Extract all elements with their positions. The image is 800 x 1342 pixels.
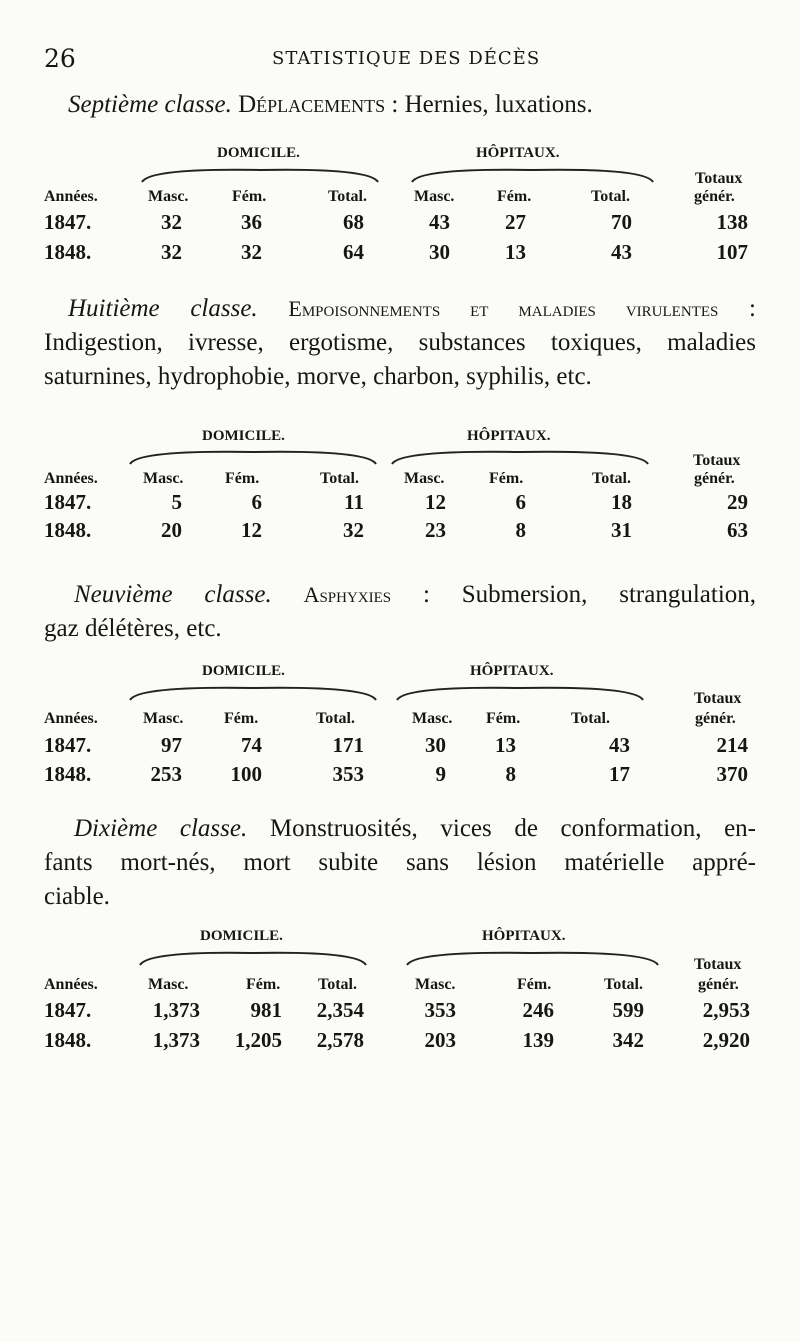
col-annees: Années. bbox=[44, 470, 98, 487]
hopitaux-brace bbox=[390, 444, 650, 468]
page-number: 26 bbox=[44, 44, 76, 73]
col-h-masc: Masc. bbox=[415, 976, 456, 993]
section-10-class-label: Dixième classe. bbox=[74, 815, 248, 842]
hopitaux-header: HÔPITAUX. bbox=[470, 663, 554, 679]
section-8-line-3: saturnines, hydrophobie, morve, charbon, syphilis, etc. bbox=[44, 363, 592, 390]
hopitaux-header: HÔPITAUX. bbox=[467, 428, 551, 444]
col-h-fem: Fém. bbox=[489, 470, 524, 487]
col-total: Total. bbox=[320, 470, 359, 487]
section-9-line-2: gaz délétères, etc. bbox=[44, 615, 222, 642]
domicile-brace bbox=[128, 680, 378, 704]
col-gener: génér. bbox=[694, 470, 735, 487]
col-annees: Années. bbox=[44, 188, 98, 205]
col-h-fem: Fém. bbox=[497, 188, 532, 205]
totaux-label: Totaux bbox=[694, 956, 742, 973]
col-h-total: Total. bbox=[592, 470, 631, 487]
col-fem: Fém. bbox=[246, 976, 281, 993]
col-fem: Fém. bbox=[232, 188, 267, 205]
domicile-header: DOMICILE. bbox=[202, 428, 285, 444]
document-page: 26 STATISTIQUE DES DÉCÈS Septième classe. Déplacements : Hernies, luxations. DOMICILE. HÔPITAUX. Totaux Années. Masc. Fém. Total. Masc. Fém. Total. génér. 1847. 32 36 68 43 27 70 138 1848. 32 32 64 30 13 43 107 Huitième classe. Empoisonnements et maladies virulentes : Indigestion, ivresse, ergotisme, substances toxiques, maladies saturnines, hydrophobie, morve, charbon, syphilis, etc. DOMICILE. HÔPITAUX. Totaux Années. Masc. Fém. Total. Masc. Fém. Total. génér. 1847. 5 6 11 12 6 18 29 1848. 20 12 32 23 8 31 63 Neuvième classe. Asphyxies : Submersion, strangulation, gaz délétères, etc. DOMICILE. HÔPITAUX. Totaux Années. Masc. Fém. Total. Masc. Fém. Total. génér. 1847. 97 74 171 30 13 43 214 1848. 253 100 353 9 8 17 370 Dixième classe. Monstruosités, vices de conformation, en- fants mort-nés, mort subite sans lésion matérielle appré- ciable. DOMICILE. HÔPITAUX. Totaux Années. Masc. Fém. Total. Masc. Fém. Total. génér. 1847. 1,373 981 2,354 353 246 599 2,953 1848. 1,373 1,205 2,578 203 139 342 2,920 bbox=[44, 44, 757, 1052]
totaux-label: Totaux bbox=[693, 452, 741, 469]
col-gener: génér. bbox=[695, 710, 736, 727]
domicile-header: DOMICILE. bbox=[200, 928, 283, 944]
col-h-masc: Masc. bbox=[412, 710, 453, 727]
section-8-title: Empoisonnements et maladies virulentes bbox=[288, 296, 719, 321]
col-fem: Fém. bbox=[225, 470, 260, 487]
col-h-total: Total. bbox=[571, 710, 610, 727]
domicile-header: DOMICILE. bbox=[202, 663, 285, 679]
hopitaux-brace bbox=[410, 162, 655, 186]
section-8-line-2: Indigestion, ivresse, ergotisme, substances toxiques, maladies bbox=[44, 329, 756, 356]
col-h-fem: Fém. bbox=[486, 710, 521, 727]
hopitaux-header: HÔPITAUX. bbox=[482, 928, 566, 944]
col-h-masc: Masc. bbox=[404, 470, 445, 487]
col-masc: Masc. bbox=[143, 470, 184, 487]
totaux-label: Totaux bbox=[695, 170, 743, 187]
section-10-heading: Dixième classe. Monstruosités, vices de conformation, en- fants mort-nés, mort subite sans lésion matérielle appré- ciable. bbox=[44, 812, 756, 914]
hopitaux-brace bbox=[405, 945, 660, 969]
section-9-class-label: Neuvième classe. bbox=[74, 581, 272, 608]
col-h-total: Total. bbox=[604, 976, 643, 993]
hopitaux-brace bbox=[395, 680, 645, 704]
domicile-brace bbox=[138, 945, 368, 969]
section-7-class-label: Septième classe. bbox=[68, 91, 232, 118]
domicile-header: DOMICILE. bbox=[217, 145, 300, 161]
section-9-title: Asphyxies bbox=[303, 582, 392, 607]
col-total: Total. bbox=[316, 710, 355, 727]
bleed-through bbox=[60, 120, 65, 143]
col-masc: Masc. bbox=[148, 188, 189, 205]
col-h-masc: Masc. bbox=[414, 188, 455, 205]
section-8-heading: Huitième classe. Empoisonnements et maladies virulentes : Indigestion, ivresse, ergotisme, substances toxiques, maladies saturnines, hydrophobie, morve, charbon, syphilis, etc. bbox=[44, 292, 756, 394]
section-10-line-2: fants mort-nés, mort subite sans lésion matérielle appré- bbox=[44, 849, 756, 876]
section-7-title: Déplacements bbox=[238, 91, 386, 118]
domicile-brace bbox=[128, 444, 378, 468]
col-fem: Fém. bbox=[224, 710, 259, 727]
section-7-text: : Hernies, luxations. bbox=[385, 91, 593, 118]
col-masc: Masc. bbox=[143, 710, 184, 727]
hopitaux-header: HÔPITAUX. bbox=[476, 145, 560, 161]
col-annees: Années. bbox=[44, 976, 98, 993]
col-gener: génér. bbox=[694, 188, 735, 205]
running-title: STATISTIQUE DES DÉCÈS bbox=[272, 48, 541, 69]
col-h-fem: Fém. bbox=[517, 976, 552, 993]
col-masc: Masc. bbox=[148, 976, 189, 993]
col-total: Total. bbox=[318, 976, 357, 993]
col-h-total: Total. bbox=[591, 188, 630, 205]
section-7-heading bbox=[44, 88, 756, 122]
section-10-line-3: ciable. bbox=[44, 883, 110, 910]
totaux-label: Totaux bbox=[694, 690, 742, 707]
domicile-brace bbox=[140, 162, 380, 186]
col-gener: génér. bbox=[698, 976, 739, 993]
col-total: Total. bbox=[328, 188, 367, 205]
section-9-heading: Neuvième classe. Asphyxies : Submersion, strangulation, gaz délétères, etc. bbox=[44, 578, 756, 646]
col-annees: Années. bbox=[44, 710, 98, 727]
section-8-class-label: Huitième classe. bbox=[68, 295, 258, 322]
